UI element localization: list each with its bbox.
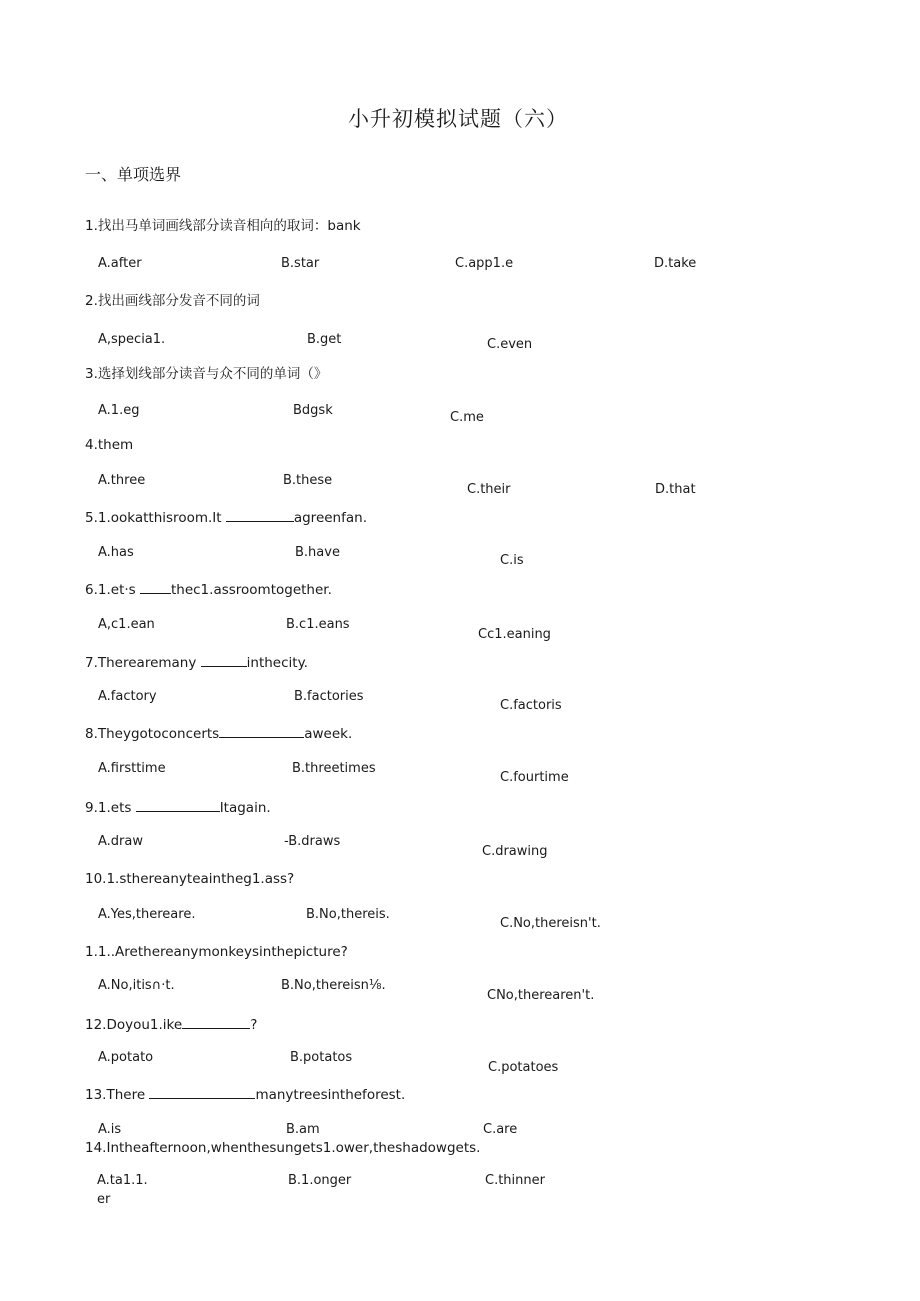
q14-option-a-wrap: er [97, 1192, 111, 1207]
q6-option-b: B.c1.eans [286, 617, 350, 632]
question-12-text-start: 12.Doyou1.ike [85, 1017, 183, 1033]
q5-option-b: B.have [295, 545, 340, 560]
section-heading: 一、单项选界 [85, 165, 182, 184]
q8-option-b: B.threetimes [292, 761, 376, 776]
question-7 [85, 654, 308, 671]
q7-option-b: B.factories [294, 689, 364, 704]
q11-option-b: B.No,thereisn⅛. [281, 978, 386, 993]
question-6-text-start: 6.1.et·s [85, 582, 140, 598]
q10-option-c: C.No,thereisn't. [500, 916, 601, 931]
question-8-text-end: aweek. [304, 726, 353, 742]
q3-option-a: A.1.eg [98, 403, 140, 418]
question-9-text-start: 9.1.ets [85, 800, 136, 816]
q1-option-b: B.star [281, 256, 320, 271]
answer-blank [136, 799, 220, 812]
q14-option-b: B.1.onger [288, 1173, 352, 1188]
q9-option-c: C.drawing [482, 844, 548, 859]
q13-option-b: B.am [286, 1122, 320, 1137]
question-8 [85, 725, 352, 742]
q5-option-a: A.has [98, 545, 134, 560]
answer-blank [140, 581, 171, 594]
page-title: 小升初模拟试题（六） [348, 107, 568, 131]
question-3: 3.选择划线部分读音与众不同的单词（》 [85, 366, 328, 382]
question-5-text-end: agreenfan. [293, 510, 367, 526]
q5-option-c: C.is [500, 553, 524, 568]
q1-option-a: A.after [98, 256, 142, 271]
q7-option-c: C.factoris [500, 698, 562, 713]
question-12 [85, 1016, 257, 1033]
question-1: 1.找出马单词画线部分读音相向的取词：bank [85, 218, 361, 234]
question-5 [85, 509, 367, 526]
q4-option-c: C.their [467, 482, 511, 497]
q4-option-d: D.that [655, 482, 696, 497]
q8-option-c: C.fourtime [500, 770, 569, 785]
q11-option-a: A.No,itis∩·t. [98, 978, 175, 993]
question-10: 10.1.sthereanyteaintheg1.ass? [85, 871, 295, 887]
q1-option-d: D.take [654, 256, 697, 271]
q4-option-b: B.these [283, 473, 333, 488]
question-7-text-end: inthecity. [246, 655, 308, 671]
question-6-text-end: thec1.assroomtogether. [170, 582, 332, 598]
question-6 [85, 581, 332, 598]
q6-option-c: Cc1.eaning [478, 627, 551, 642]
question-13 [85, 1086, 405, 1103]
q9-option-b: -B.draws [284, 834, 341, 849]
answer-blank [182, 1016, 250, 1029]
question-14: 14.Intheafternoon,whenthesungets1.ower,theshadowgets. [85, 1140, 481, 1156]
question-8-text-start: 8.Theygotoconcerts [85, 726, 220, 742]
question-13-text-start: 13.There [85, 1087, 150, 1103]
answer-blank [149, 1086, 255, 1099]
question-5-text-start: 5.1.ookatthisroom.It [85, 510, 226, 526]
q3-option-c: C.me [450, 410, 484, 425]
q11-option-c: CNo,therearen't. [487, 988, 595, 1003]
q13-option-c: C.are [483, 1122, 518, 1137]
q2-option-b: B.get [307, 332, 342, 347]
q4-option-a: A.three [98, 473, 146, 488]
question-12-text-end: ? [250, 1017, 258, 1033]
question-2: 2.找出画线部分发音不同的词 [85, 293, 260, 309]
answer-blank [201, 654, 247, 667]
q3-option-b: Bdgsk [293, 403, 333, 418]
q1-option-c: C.app1.e [455, 256, 514, 271]
question-9-text-end: Itagain. [219, 800, 271, 816]
question-7-text-start: 7.Therearemany [85, 655, 201, 671]
question-4: 4.them [85, 437, 134, 453]
q7-option-a: A.factory [98, 689, 157, 704]
q10-option-a: A.Yes,thereare. [98, 907, 196, 922]
question-13-text-end: manytreesintheforest. [255, 1087, 406, 1103]
q14-option-c: C.thinner [485, 1173, 545, 1188]
q8-option-a: A.firsttime [98, 761, 166, 776]
q6-option-a: A,c1.ean [98, 617, 155, 632]
answer-blank [219, 725, 304, 738]
answer-blank [226, 509, 294, 522]
q13-option-a: A.is [98, 1122, 122, 1137]
q12-option-a: A.potato [98, 1050, 154, 1065]
q2-option-a: A,specia1. [98, 332, 166, 347]
q9-option-a: A.draw [98, 834, 143, 849]
question-9 [85, 799, 271, 816]
question-11: 1.1..Arethereanymonkeysinthepicture? [85, 944, 348, 960]
q10-option-b: B.No,thereis. [306, 907, 390, 922]
q2-option-c: C.even [487, 337, 533, 352]
q14-option-a: A.ta1.1. [97, 1173, 148, 1188]
q12-option-b: B.potatos [290, 1050, 353, 1065]
q12-option-c: C.potatoes [488, 1060, 559, 1075]
